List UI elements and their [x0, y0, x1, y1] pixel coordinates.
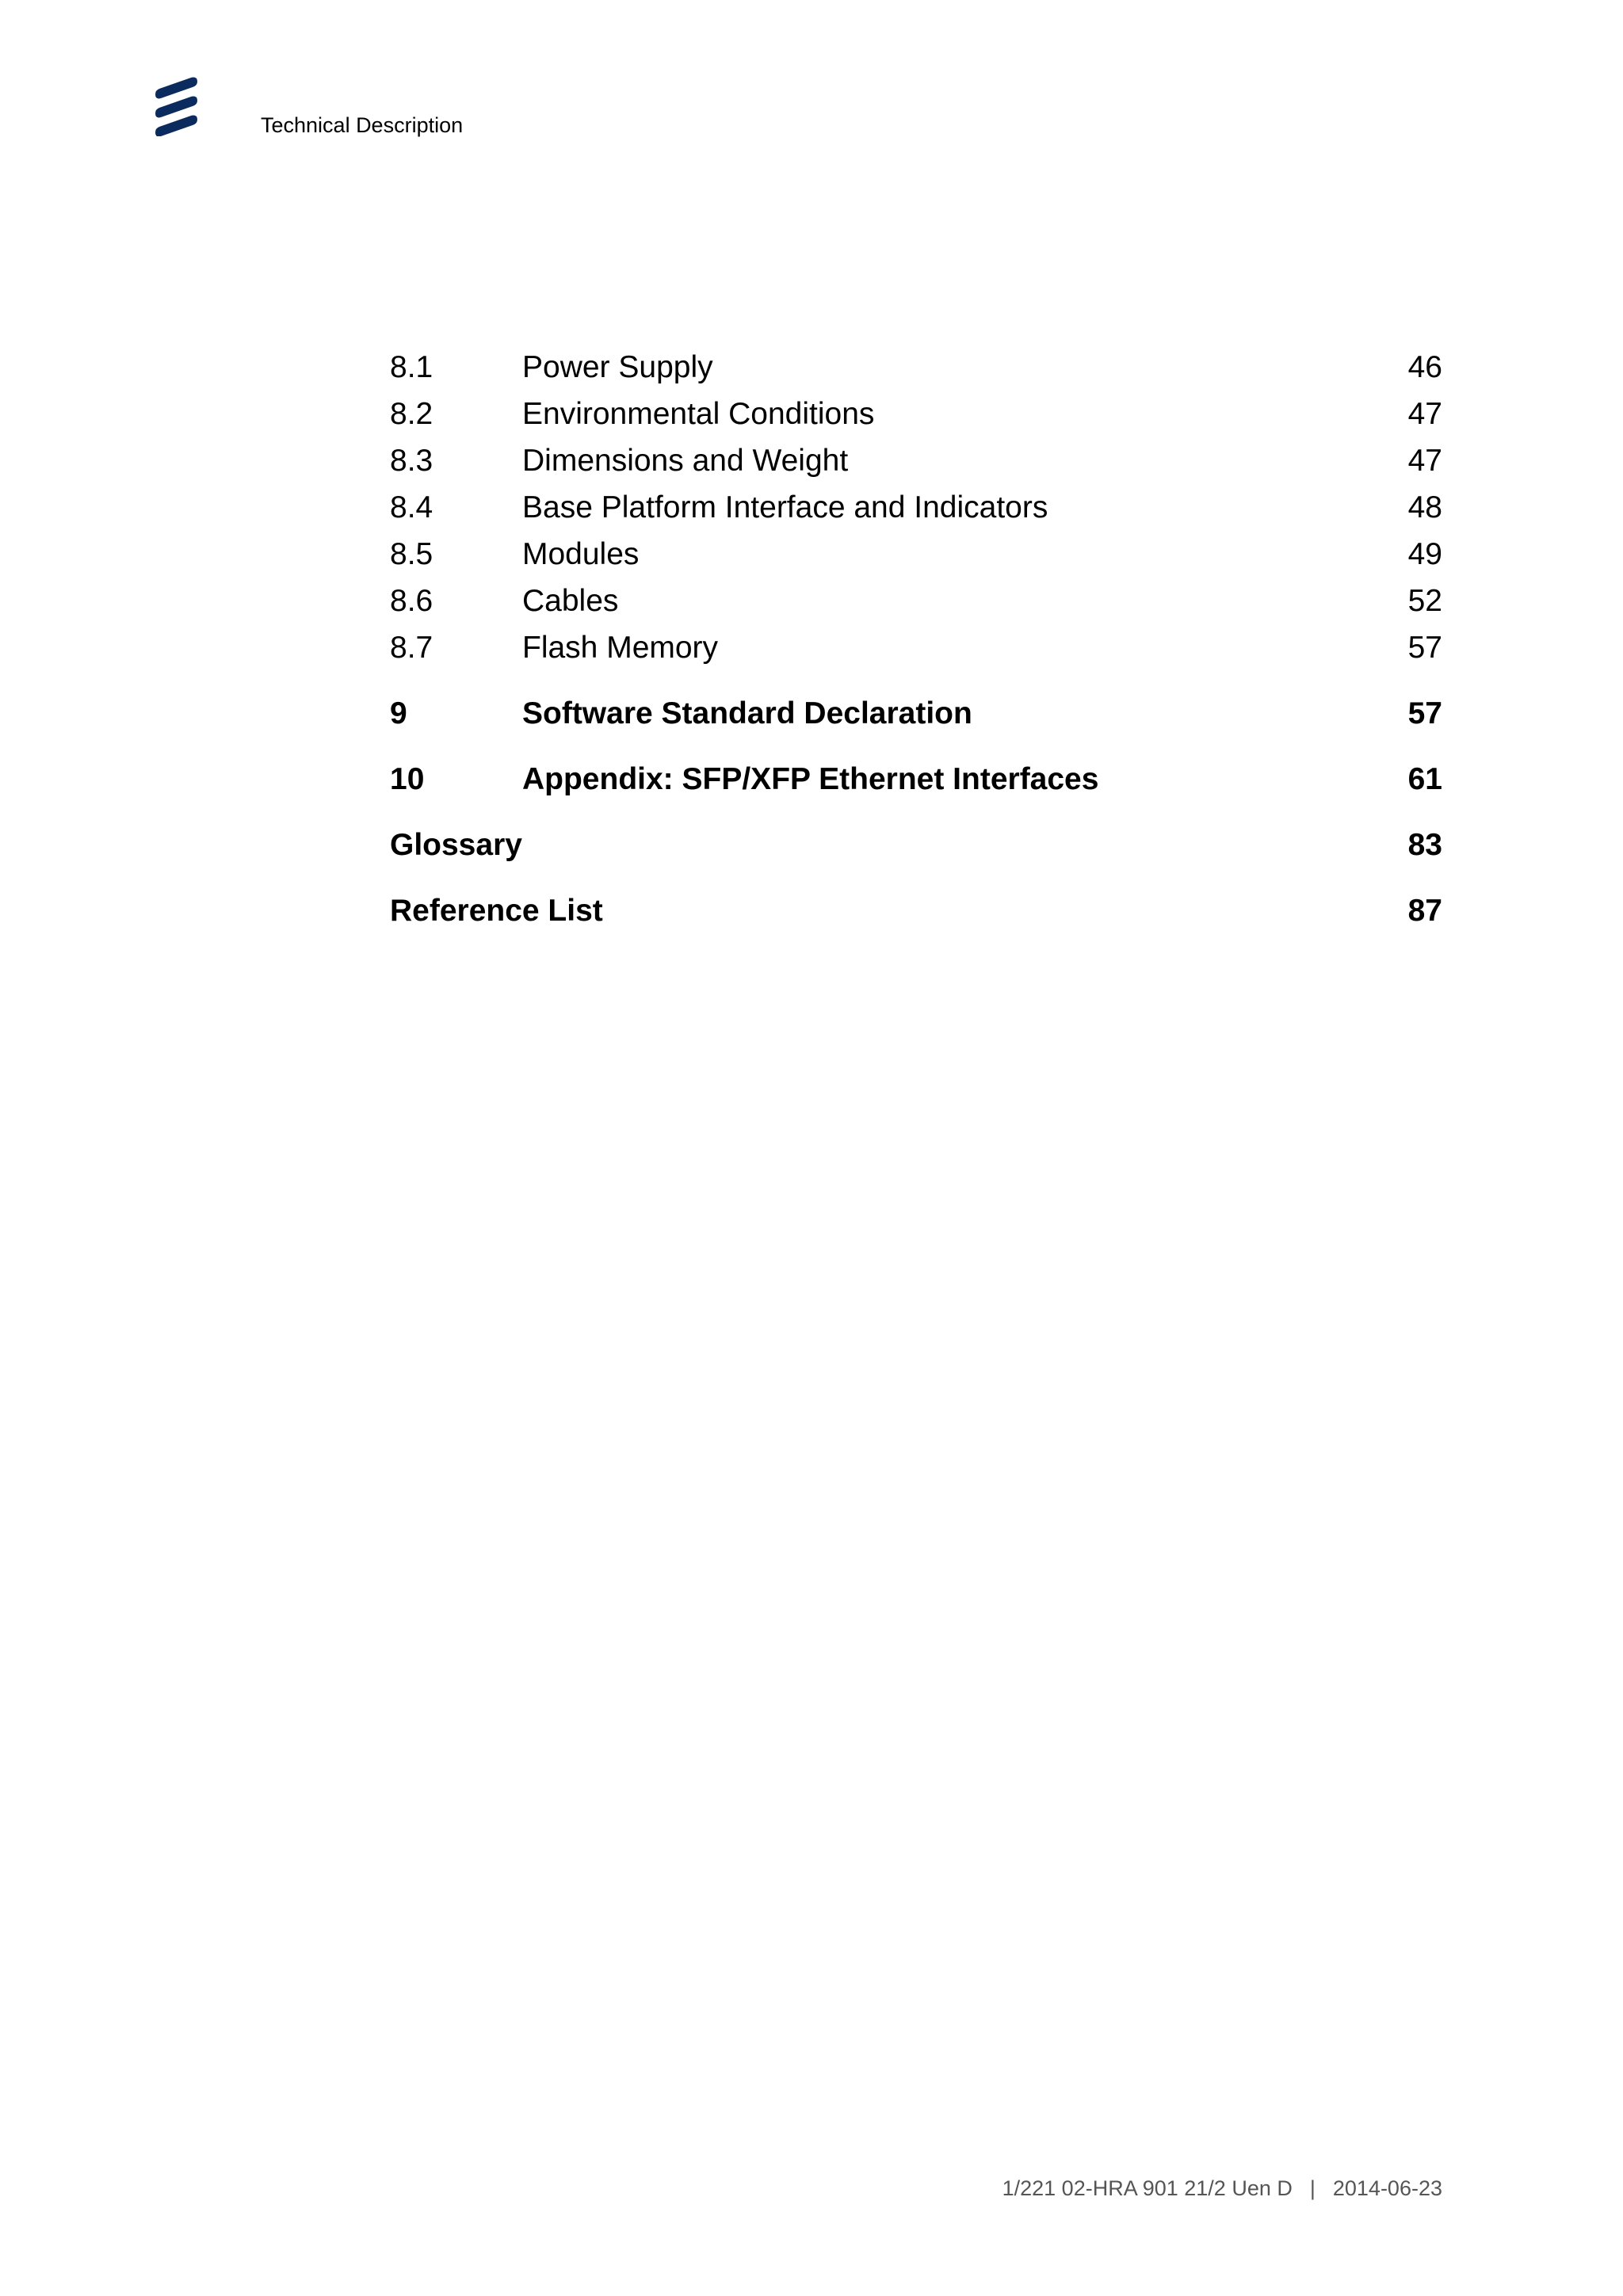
- toc-row[interactable]: [390, 395, 1442, 442]
- toc-title: Cables: [522, 584, 619, 618]
- toc-row[interactable]: [390, 629, 1442, 676]
- ericsson-logo-icon: [155, 76, 199, 136]
- toc-title: Appendix: SFP/XFP Ethernet Interfaces: [522, 762, 1099, 796]
- toc-number: 8.6: [390, 584, 433, 618]
- toc-number: 8.5: [390, 537, 433, 571]
- toc-page: 57: [1407, 696, 1442, 730]
- toc-row-chapter[interactable]: [390, 761, 1442, 826]
- header-title: Technical Description: [261, 113, 464, 137]
- footer-doc-number: 1/221 02-HRA 901 21/2 Uen D: [1002, 2176, 1293, 2200]
- toc-page: 48: [1407, 490, 1442, 524]
- toc-page: 47: [1407, 444, 1442, 478]
- footer-separator: |: [1309, 2176, 1316, 2200]
- toc-row-chapter[interactable]: [390, 695, 1442, 761]
- toc-title: Power Supply: [522, 350, 713, 384]
- toc-number: 8.7: [390, 631, 433, 665]
- footer-date: 2014-06-23: [1332, 2176, 1442, 2200]
- toc-number: 10: [390, 762, 425, 796]
- toc-title: Flash Memory: [522, 631, 719, 665]
- toc-number: 8.2: [390, 397, 433, 431]
- toc-title: Dimensions and Weight: [522, 444, 849, 478]
- table-of-contents: [390, 349, 1442, 958]
- toc-page: 87: [1407, 894, 1442, 928]
- toc-page: 83: [1407, 828, 1442, 862]
- toc-title: Glossary: [390, 828, 522, 862]
- toc-row[interactable]: [390, 349, 1442, 395]
- toc-title: Software Standard Declaration: [522, 696, 972, 730]
- toc-page: 52: [1407, 584, 1442, 618]
- toc-number: 9: [390, 696, 407, 730]
- toc-page: 46: [1407, 350, 1442, 384]
- toc-page: 61: [1407, 762, 1442, 796]
- toc-page: 57: [1407, 631, 1442, 665]
- toc-row[interactable]: [390, 582, 1442, 629]
- toc-title: Base Platform Interface and Indicators: [522, 490, 1048, 524]
- toc-row-reference-list[interactable]: [390, 892, 1442, 958]
- toc-title: Environmental Conditions: [522, 397, 875, 431]
- footer: [1002, 2174, 1442, 2203]
- toc-page: 49: [1407, 537, 1442, 571]
- toc-number: 8.3: [390, 444, 433, 478]
- toc-page: 47: [1407, 397, 1442, 431]
- toc-row-glossary[interactable]: [390, 826, 1442, 892]
- toc-number: 8.4: [390, 490, 433, 524]
- toc-number: 8.1: [390, 350, 433, 384]
- toc-title: Modules: [522, 537, 640, 571]
- toc-row[interactable]: [390, 536, 1442, 582]
- toc-title: Reference List: [390, 894, 603, 928]
- toc-row[interactable]: [390, 489, 1442, 536]
- toc-row[interactable]: [390, 442, 1442, 489]
